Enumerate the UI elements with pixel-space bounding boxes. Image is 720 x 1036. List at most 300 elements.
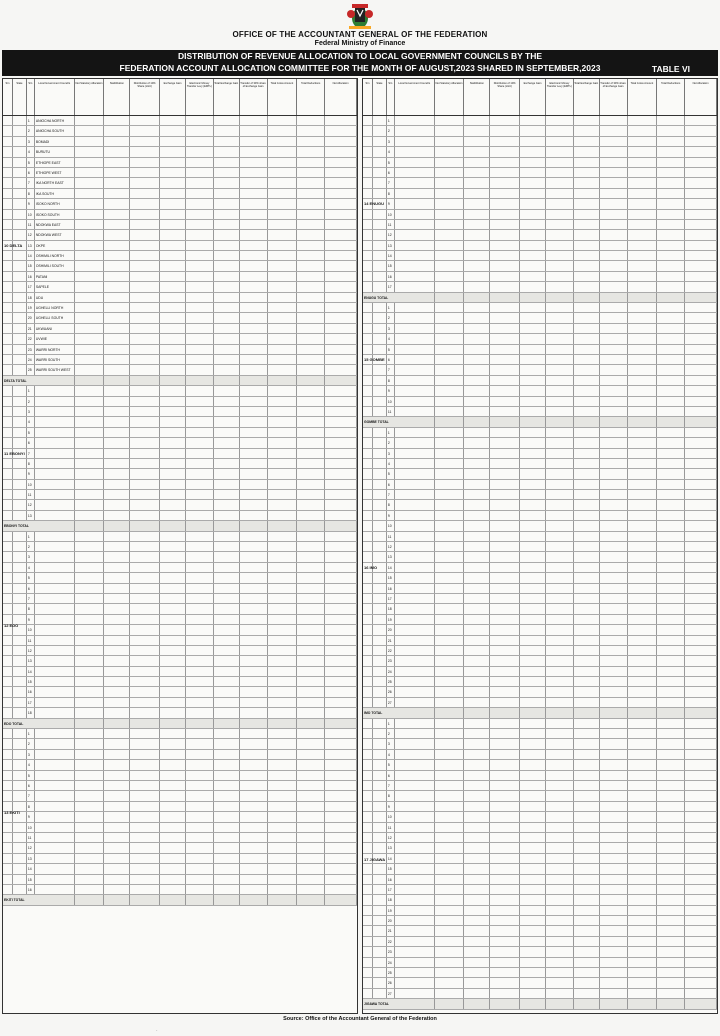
table-cell	[104, 542, 130, 551]
table-cell	[373, 895, 387, 904]
table-cell	[546, 126, 574, 135]
table-cell	[628, 947, 658, 956]
table-cell	[546, 781, 574, 790]
table-cell	[546, 864, 574, 873]
table-cell	[186, 687, 214, 696]
table-cell	[13, 438, 27, 447]
total-cell	[520, 293, 546, 302]
table-cell	[657, 843, 685, 852]
table-cell	[600, 459, 628, 468]
table-cell	[435, 251, 465, 260]
table-cell	[464, 646, 490, 655]
table-cell	[363, 573, 373, 582]
table-cell	[13, 573, 27, 582]
table-cell: 3	[387, 449, 395, 458]
table-cell	[395, 189, 435, 198]
table-cell	[657, 552, 685, 561]
table-cell	[75, 324, 105, 333]
table-cell	[395, 147, 435, 156]
total-cell	[685, 999, 717, 1008]
table-cell	[546, 449, 574, 458]
table-cell	[657, 563, 685, 572]
table-cell: 3	[27, 137, 35, 146]
table-cell	[490, 968, 520, 977]
table-cell	[3, 875, 13, 884]
table-cell	[520, 729, 546, 738]
table-cell: 7	[387, 781, 395, 790]
table-cell	[104, 345, 130, 354]
table-cell	[685, 812, 717, 821]
table-cell	[628, 345, 658, 354]
table-cell	[628, 854, 658, 863]
table-cell	[628, 563, 658, 572]
table-cell	[464, 729, 490, 738]
table-cell	[546, 542, 574, 551]
total-cell	[546, 999, 574, 1008]
table-cell	[3, 324, 13, 333]
table-cell	[464, 116, 490, 125]
table-cell	[464, 698, 490, 707]
table-cell	[435, 687, 465, 696]
table-cell: 22	[27, 334, 35, 343]
table-cell	[490, 906, 520, 915]
table-cell: 20	[387, 625, 395, 634]
table-cell	[464, 490, 490, 499]
table-cell	[520, 843, 546, 852]
table-cell	[546, 968, 574, 977]
table-cell	[546, 885, 574, 894]
table-cell	[685, 438, 717, 447]
table-cell	[160, 532, 186, 541]
table-cell	[75, 241, 105, 250]
table-cell	[186, 480, 214, 489]
table-cell	[657, 781, 685, 790]
table-cell	[464, 397, 490, 406]
table-cell	[13, 407, 27, 416]
table-cell	[657, 771, 685, 780]
table-row	[3, 178, 357, 188]
table-cell	[214, 677, 240, 686]
table-cell	[435, 532, 465, 541]
state-total-row	[363, 708, 717, 718]
table-cell	[395, 521, 435, 530]
table-cell	[628, 843, 658, 852]
table-row	[363, 947, 717, 957]
table-cell	[373, 802, 387, 811]
table-cell	[186, 230, 214, 239]
table-cell	[373, 313, 387, 322]
table-cell	[520, 511, 546, 520]
table-cell	[214, 220, 240, 229]
total-cell	[186, 376, 214, 385]
table-cell	[240, 417, 268, 426]
table-cell	[75, 126, 105, 135]
table-cell	[13, 220, 27, 229]
table-cell	[435, 771, 465, 780]
table-cell	[657, 397, 685, 406]
table-cell: 8	[387, 189, 395, 198]
table-cell	[268, 147, 298, 156]
table-cell	[546, 750, 574, 759]
table-cell	[657, 355, 685, 364]
table-cell	[490, 324, 520, 333]
column-header: State	[373, 79, 387, 115]
table-cell	[325, 147, 357, 156]
table-cell	[130, 490, 160, 499]
table-cell	[75, 158, 105, 167]
table-cell	[520, 532, 546, 541]
table-cell	[75, 843, 105, 852]
table-cell	[520, 490, 546, 499]
table-cell	[600, 656, 628, 665]
table-cell: 7	[387, 178, 395, 187]
table-cell	[464, 854, 490, 863]
table-row	[3, 345, 357, 355]
table-cell	[268, 584, 298, 593]
total-cell	[130, 719, 160, 728]
table-cell	[657, 958, 685, 967]
column-header: S/n	[27, 79, 35, 115]
table-cell	[75, 781, 105, 790]
table-cell	[13, 324, 27, 333]
table-cell	[104, 334, 130, 343]
table-cell	[214, 126, 240, 135]
table-cell	[657, 428, 685, 437]
table-cell	[546, 272, 574, 281]
table-cell	[104, 781, 130, 790]
table-cell	[75, 469, 105, 478]
table-cell	[13, 355, 27, 364]
table-cell	[240, 397, 268, 406]
table-cell	[546, 833, 574, 842]
table-cell	[268, 490, 298, 499]
table-cell	[160, 843, 186, 852]
table-cell	[435, 916, 465, 925]
table-cell	[268, 438, 298, 447]
table-cell	[600, 729, 628, 738]
table-cell	[297, 750, 325, 759]
table-row	[3, 781, 357, 791]
table-cell	[130, 428, 160, 437]
table-cell	[600, 241, 628, 250]
table-cell	[75, 729, 105, 738]
total-cell	[160, 719, 186, 728]
table-cell	[75, 168, 105, 177]
table-cell	[520, 802, 546, 811]
table-cell	[297, 791, 325, 800]
table-cell	[186, 677, 214, 686]
table-cell	[574, 719, 600, 728]
table-cell	[3, 636, 13, 645]
table-cell	[600, 355, 628, 364]
table-cell	[13, 397, 27, 406]
table-cell	[546, 615, 574, 624]
table-cell	[297, 729, 325, 738]
table-cell: 11	[27, 220, 35, 229]
table-row	[363, 303, 717, 313]
table-cell	[600, 147, 628, 156]
total-cell	[160, 521, 186, 530]
table-cell	[520, 687, 546, 696]
table-cell	[490, 469, 520, 478]
table-cell	[628, 324, 658, 333]
table-cell	[160, 656, 186, 665]
table-cell	[35, 407, 75, 416]
table-cell	[186, 584, 214, 593]
table-cell: 27	[387, 698, 395, 707]
table-cell	[363, 126, 373, 135]
table-cell	[574, 490, 600, 499]
table-cell	[325, 220, 357, 229]
table-row	[363, 168, 717, 178]
table-cell: 22	[387, 937, 395, 946]
table-cell	[75, 116, 105, 125]
table-cell	[186, 729, 214, 738]
table-cell	[685, 573, 717, 582]
table-cell	[104, 407, 130, 416]
table-cell	[268, 542, 298, 551]
table-cell	[75, 147, 105, 156]
table-cell	[395, 303, 435, 312]
table-cell	[520, 376, 546, 385]
table-cell	[657, 937, 685, 946]
table-row	[363, 386, 717, 396]
table-cell	[435, 656, 465, 665]
table-cell	[464, 386, 490, 395]
table-cell	[546, 313, 574, 322]
table-cell	[395, 469, 435, 478]
table-cell	[490, 511, 520, 520]
table-cell	[13, 885, 27, 894]
table-cell	[464, 313, 490, 322]
table-cell	[160, 625, 186, 634]
table-cell	[685, 604, 717, 613]
table-cell	[546, 324, 574, 333]
table-cell	[657, 210, 685, 219]
table-cell	[240, 355, 268, 364]
table-cell	[130, 137, 160, 146]
table-cell	[628, 989, 658, 998]
table-cell	[373, 220, 387, 229]
table-cell	[628, 739, 658, 748]
table-cell	[363, 241, 373, 250]
table-cell	[268, 449, 298, 458]
table-cell	[373, 636, 387, 645]
table-cell	[490, 407, 520, 416]
table-cell	[130, 168, 160, 177]
table-cell	[214, 594, 240, 603]
table-cell	[520, 272, 546, 281]
table-cell: 1	[27, 729, 35, 738]
table-cell	[3, 864, 13, 873]
table-cell	[574, 147, 600, 156]
table-cell	[574, 677, 600, 686]
table-cell	[657, 667, 685, 676]
table-cell	[130, 303, 160, 312]
table-row	[363, 355, 717, 365]
table-cell	[464, 158, 490, 167]
table-cell	[160, 636, 186, 645]
table-cell	[325, 407, 357, 416]
total-cell	[325, 719, 357, 728]
table-cell	[546, 947, 574, 956]
table-cell	[520, 885, 546, 894]
table-cell	[3, 210, 13, 219]
table-cell	[363, 251, 373, 260]
table-cell	[628, 116, 658, 125]
table-cell	[3, 293, 13, 302]
table-cell	[600, 303, 628, 312]
table-cell: 11	[27, 833, 35, 842]
table-cell	[104, 189, 130, 198]
table-cell	[574, 573, 600, 582]
table-cell: WARRI SOUTH	[35, 355, 75, 364]
table-cell	[600, 812, 628, 821]
table-cell	[214, 313, 240, 322]
table-cell	[395, 386, 435, 395]
table-cell	[657, 241, 685, 250]
table-cell	[435, 116, 465, 125]
table-cell	[325, 584, 357, 593]
table-cell	[268, 230, 298, 239]
table-cell	[395, 802, 435, 811]
table-cell	[35, 875, 75, 884]
total-cell: JIGAWA TOTAL	[363, 999, 435, 1008]
table-cell	[685, 656, 717, 665]
table-cell	[657, 625, 685, 634]
table-cell	[435, 552, 465, 561]
table-cell: 21	[27, 324, 35, 333]
total-cell	[600, 293, 628, 302]
table-row	[363, 843, 717, 853]
table-cell	[130, 812, 160, 821]
table-cell: 14	[27, 667, 35, 676]
table-cell	[464, 365, 490, 374]
table-cell	[268, 656, 298, 665]
table-cell	[363, 750, 373, 759]
table-cell	[160, 178, 186, 187]
table-cell	[214, 500, 240, 509]
table-cell	[628, 251, 658, 260]
table-cell	[240, 490, 268, 499]
table-cell: 4	[27, 563, 35, 572]
table-cell	[574, 791, 600, 800]
table-cell	[546, 739, 574, 748]
table-cell	[240, 542, 268, 551]
table-cell	[186, 511, 214, 520]
table-cell	[363, 168, 373, 177]
table-cell	[600, 885, 628, 894]
table-cell	[297, 345, 325, 354]
table-cell	[600, 158, 628, 167]
table-cell	[13, 469, 27, 478]
table-cell	[520, 791, 546, 800]
table-cell	[490, 500, 520, 509]
table-cell	[35, 604, 75, 613]
table-row	[363, 500, 717, 510]
table-cell	[464, 812, 490, 821]
table-cell	[685, 906, 717, 915]
table-cell	[130, 625, 160, 634]
total-cell	[464, 708, 490, 717]
total-cell	[464, 417, 490, 426]
table-cell	[3, 230, 13, 239]
table-cell	[395, 542, 435, 551]
table-cell	[373, 438, 387, 447]
table-cell	[574, 802, 600, 811]
table-cell: 13	[27, 511, 35, 520]
table-cell	[75, 282, 105, 291]
table-cell	[685, 313, 717, 322]
table-cell: 7	[387, 490, 395, 499]
table-cell	[395, 500, 435, 509]
table-cell	[685, 916, 717, 925]
table-cell	[657, 636, 685, 645]
table-cell	[657, 926, 685, 935]
table-cell	[160, 791, 186, 800]
table-cell	[574, 667, 600, 676]
table-row	[3, 480, 357, 490]
total-cell	[104, 521, 130, 530]
table-cell: BOMADI	[35, 137, 75, 146]
table-cell	[628, 469, 658, 478]
table-cell	[268, 210, 298, 219]
table-row	[3, 750, 357, 760]
table-cell	[395, 594, 435, 603]
table-cell: 11	[387, 220, 395, 229]
table-cell	[435, 272, 465, 281]
table-cell	[240, 823, 268, 832]
table-cell	[297, 189, 325, 198]
table-cell	[395, 947, 435, 956]
table-cell	[600, 646, 628, 655]
table-cell	[297, 646, 325, 655]
table-cell	[214, 885, 240, 894]
table-cell	[435, 376, 465, 385]
table-cell	[435, 989, 465, 998]
table-cell	[657, 916, 685, 925]
table-row	[3, 428, 357, 438]
table-cell	[3, 542, 13, 551]
table-cell	[325, 500, 357, 509]
table-cell	[628, 438, 658, 447]
table-cell	[395, 625, 435, 634]
table-cell	[600, 875, 628, 884]
table-cell	[464, 282, 490, 291]
table-row	[363, 646, 717, 656]
table-cell	[130, 833, 160, 842]
table-cell	[685, 282, 717, 291]
table-cell	[160, 158, 186, 167]
table-cell	[160, 833, 186, 842]
table-row	[363, 739, 717, 749]
table-cell	[214, 791, 240, 800]
table-cell	[3, 594, 13, 603]
table-cell	[464, 833, 490, 842]
table-cell	[435, 584, 465, 593]
table-cell	[13, 843, 27, 852]
table-cell	[160, 334, 186, 343]
table-cell	[520, 168, 546, 177]
table-cell	[395, 178, 435, 187]
table-cell	[657, 542, 685, 551]
table-cell	[363, 833, 373, 842]
table-cell	[268, 500, 298, 509]
table-cell	[75, 854, 105, 863]
table-cell	[160, 490, 186, 499]
table-cell	[3, 667, 13, 676]
table-cell: 14	[387, 854, 395, 863]
